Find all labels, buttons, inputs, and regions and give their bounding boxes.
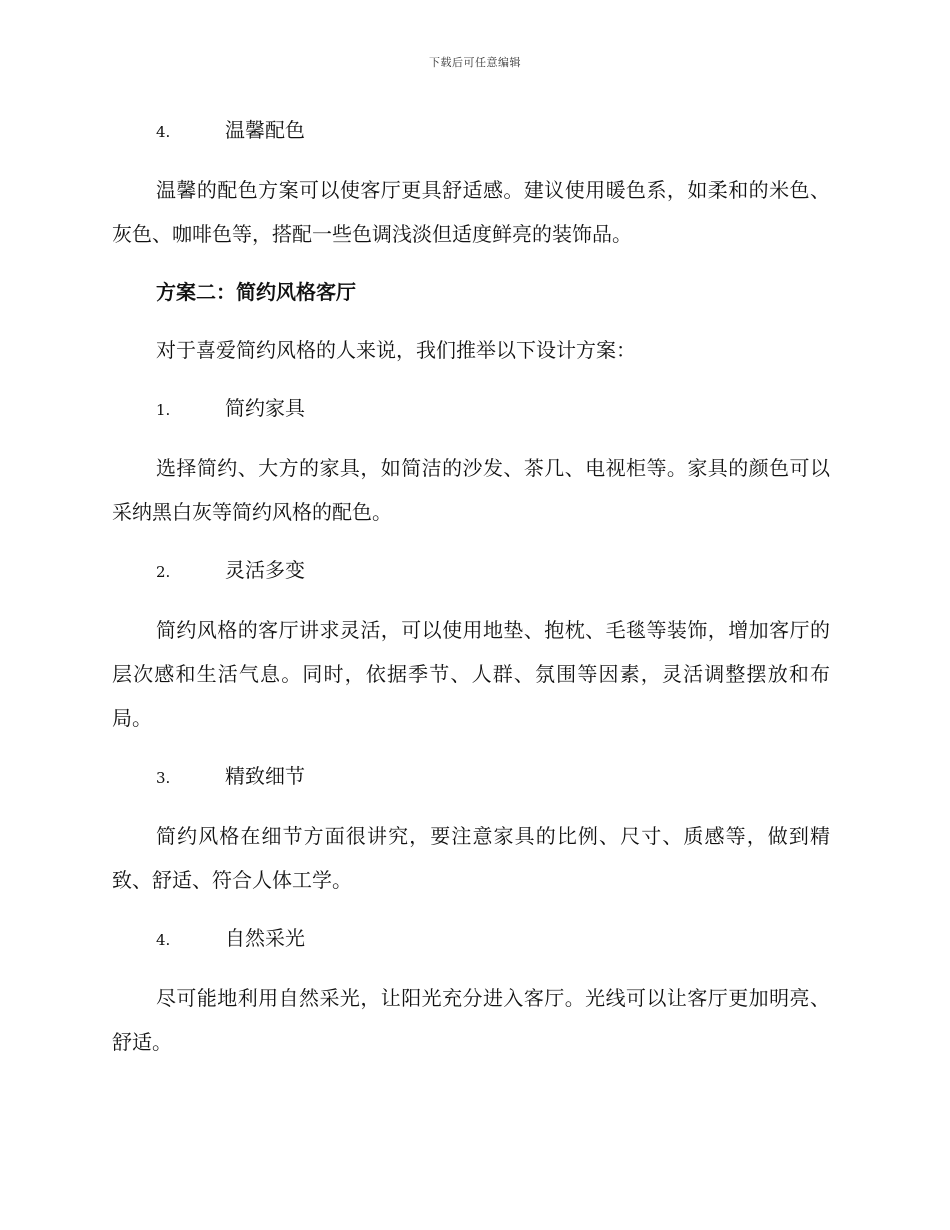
section-title-plan-two: 方案二：简约风格客厅 [156, 280, 356, 304]
list-title: 精致细节 [225, 764, 305, 788]
list-item-fine-details [112, 754, 830, 800]
list-number: 3. [156, 769, 171, 787]
paragraph-fine-details: 简约风格在细节方面很讲究，要注意家具的比例、尺寸、质感等，做到精致、舒适、符合人体工学。 [112, 824, 830, 892]
paragraph-flexible: 简约风格的客厅讲求灵活，可以使用地垫、抱枕、毛毯等装饰，增加客厅的层次感和生活气息。同时，依据季节、人群、氛围等因素，灵活调整摆放和布局。 [112, 618, 830, 730]
paragraph-intro: 对于喜爱简约风格的人来说，我们推举以下设计方案： [156, 338, 636, 362]
paragraph-simple-furniture: 选择简约、大方的家具，如简洁的沙发、茶几、电视柜等。家具的颜色可以采纳黑白灰等简约风格的配色。 [112, 456, 830, 524]
list-number: 4. [156, 123, 171, 141]
paragraph-warm-colors: 温馨的配色方案可以使客厅更具舒适感。建议使用暖色系，如柔和的米色、灰色、咖啡色等，搭配一些色调浅淡但适度鲜亮的装饰品。 [112, 178, 830, 246]
list-title: 自然采光 [225, 926, 305, 950]
page-header: 下载后可任意编辑 [429, 56, 521, 69]
list-title: 灵活多变 [225, 558, 305, 582]
list-item-simple-furniture [112, 386, 830, 432]
list-item-warm-colors [112, 108, 830, 154]
list-item-natural-light [112, 916, 830, 962]
list-title: 简约家具 [225, 396, 305, 420]
list-item-flexible [112, 548, 830, 594]
list-number: 2. [156, 563, 171, 581]
list-number: 4. [156, 931, 171, 949]
paragraph-natural-light: 尽可能地利用自然采光，让阳光充分进入客厅。光线可以让客厅更加明亮、舒适。 [112, 986, 830, 1054]
list-title: 温馨配色 [225, 118, 305, 142]
document-body [112, 108, 830, 1078]
list-number: 1. [156, 401, 171, 419]
